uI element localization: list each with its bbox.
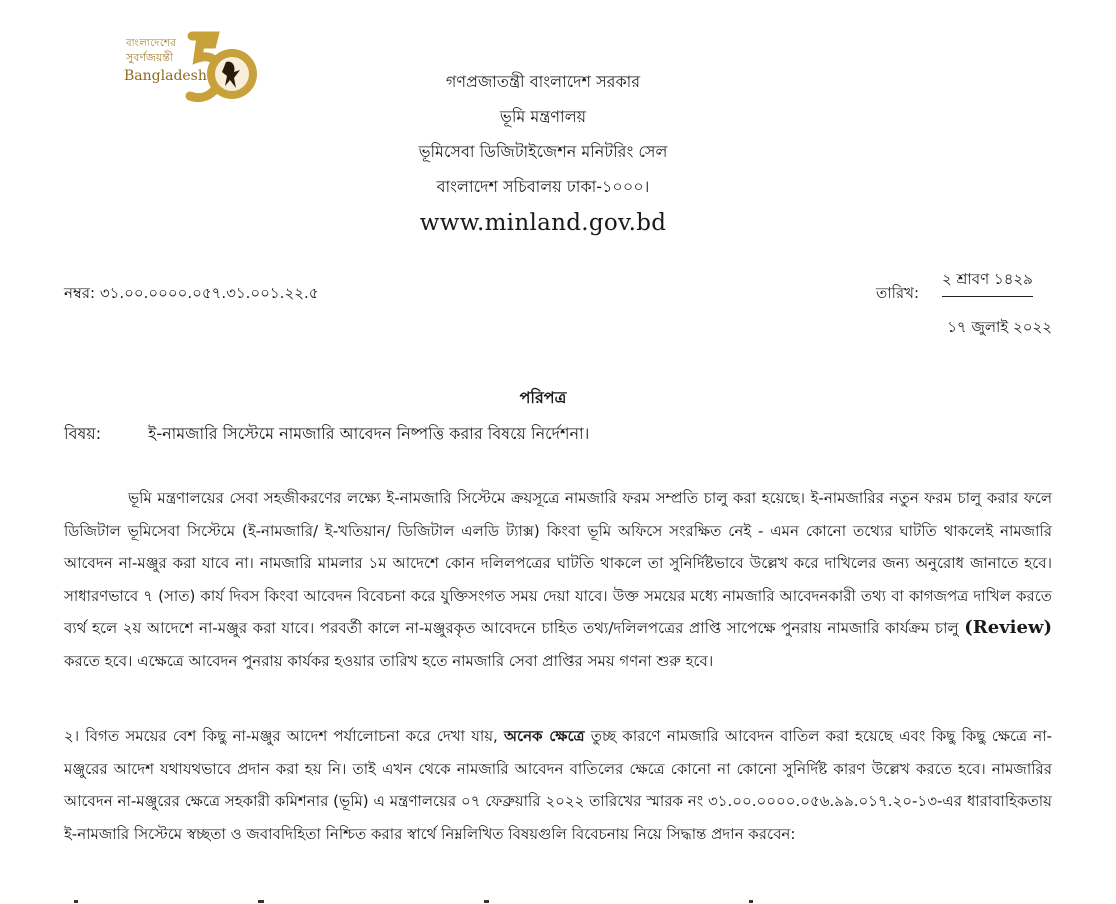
cut-off-text-line [64,888,1052,904]
date-label: তারিখ: [876,284,920,302]
subject-label: বিষয়: [64,424,102,443]
paragraph-2-text-end: তুচ্ছ কারণে নামজারি আবেদন বাতিল করা হয়েছে এবং কিছু কিছু ক্ষেত্রে না-মঞ্জুরের আদেশ যথাযথভাবে প্রদান করা হয় নি। তাই এখন থেকে নামজারি আবেদন বাতিলের ক্ষেত্রে কোনো না কোনো সুনির্দিষ্ট কারণ উল্লেখ করতে হবে। নামজারির আবেদন না-মঞ্জুরের ক্ষেত্রে সহকারী কমিশনার (ভূমি) এ মন্ত্রণালয়ের ০৭ ফেব্রুয়ারি ২০২২ তারিখের স্মারক নং ৩১.০০.০০০০.০৫৬.৯৯.০১৭.২০-১৩-এর ধারাবাহিকতায় ই-নামজারি সিস্টেমে স্বচ্ছতা ও জবাবদিহিতা নিশ্চিত করার স্বার্থে নিম্নলিখিত বিষয়গুলি বিবেচনায় নিয়ে সিদ্ধান্ত প্রদান করবেন: [64,727,1052,843]
letterhead [0,64,1116,242]
logo-bangla-subtext: সুবর্ণজয়ন্তী [126,51,174,64]
paragraph-2-emphasis: অনেক ক্ষেত্রে [504,727,585,745]
office-address: বাংলাদেশ সচিবালয় ঢাকা-১০০০। [436,177,650,196]
paragraph-2 [64,720,1052,850]
paragraph-2-text: ২। বিগত সময়ের বেশ কিছু না-মঞ্জুর আদেশ পর্যালোচনা করে দেখা যায়, [64,727,505,745]
date-bengali: ২ শ্রাবণ ১৪২৯ [942,268,1033,297]
cell-name: ভূমিসেবা ডিজিটাইজেশন মনিটরিং সেল [418,142,668,161]
logo-bangla-text: বাংলাদেশের [126,38,177,49]
logo-country-name: Bangladesh [124,68,207,84]
govt-name: গণপ্রজাতন্ত্রী বাংলাদেশ সরকার [445,72,641,91]
paragraph-1 [64,482,1052,677]
subject-line [64,421,589,448]
subject-text: ই-নামজারি সিস্টেমে নামজারি আবেদন নিষ্পত্তি করার বিষয়ে নির্দেশনা। [148,424,590,443]
website-link[interactable]: www.minland.gov.bd [419,210,667,236]
review-term: (Review) [964,617,1052,638]
paragraph-1-text-end: করতে হবে। এক্ষেত্রে আবেদন পুনরায় কার্যকর হওয়ার তারিখ হতে নামজারি সেবা প্রাপ্তির সময় গণনা শুরু হবে। [64,651,714,670]
date-gregorian: ১৭ জুলাই ২০২২ [947,318,1052,336]
paragraph-1-text: ভূমি মন্ত্রণালয়ের সেবা সহজীকরণের লক্ষ্যে ই-নামজারি সিস্টেমে ক্রয়সূত্রে নামজারি ফরম সম্প্রতি চালু করা হয়েছে। ই-নামজারির নতুন ফরম চালু করার ফলে ডিজিটাল ভূমিসেবা সিস্টেমে (ই-নামজারি/ ই-খতিয়ান/ ডিজিটাল এলডি ট্যাক্স) কিংবা ভূমি অফিসে সংরক্ষিত নেই - এমন কোনো তথ্যের ঘাটতি থাকলেই নামজারি আবেদন না-মঞ্জুর করা যাবে না। নামজারি মামলার ১ম আদেশে কোন দলিলপত্রের ঘাটতি থাকলে তা সুনির্দিষ্টভাবে উল্লেখ করে দাখিলের জন্য অনুরোধ জানাতে হবে। সাধারণভাবে ৭ (সাত) কার্য দিবস কিংবা আবেদন বিবেচনা করে যুক্তিসংগত সময় দেয়া যাবে। উক্ত সময়ের মধ্যে নামজারি আবেদনকারী তথ্য বা কাগজপত্র দাখিল করতে ব্যর্থ হলে ২য় আদেশে না-মঞ্জুর করা যাবে। পরবর্তী কালে না-মঞ্জুরকৃত আবেদনে চাহিত তথ্য/দলিলপত্রের প্রাপ্তি সাপেক্ষে পুনরায় নামজারি কার্যক্রম চালু [64,489,1052,637]
ministry-name: ভূমি মন্ত্রণালয় [499,107,587,126]
document-title: পরিপত্র [519,388,567,407]
memo-number: নম্বর: ৩১.০০.০০০০.০৫৭.৩১.০০১.২২.৫ [64,284,319,302]
